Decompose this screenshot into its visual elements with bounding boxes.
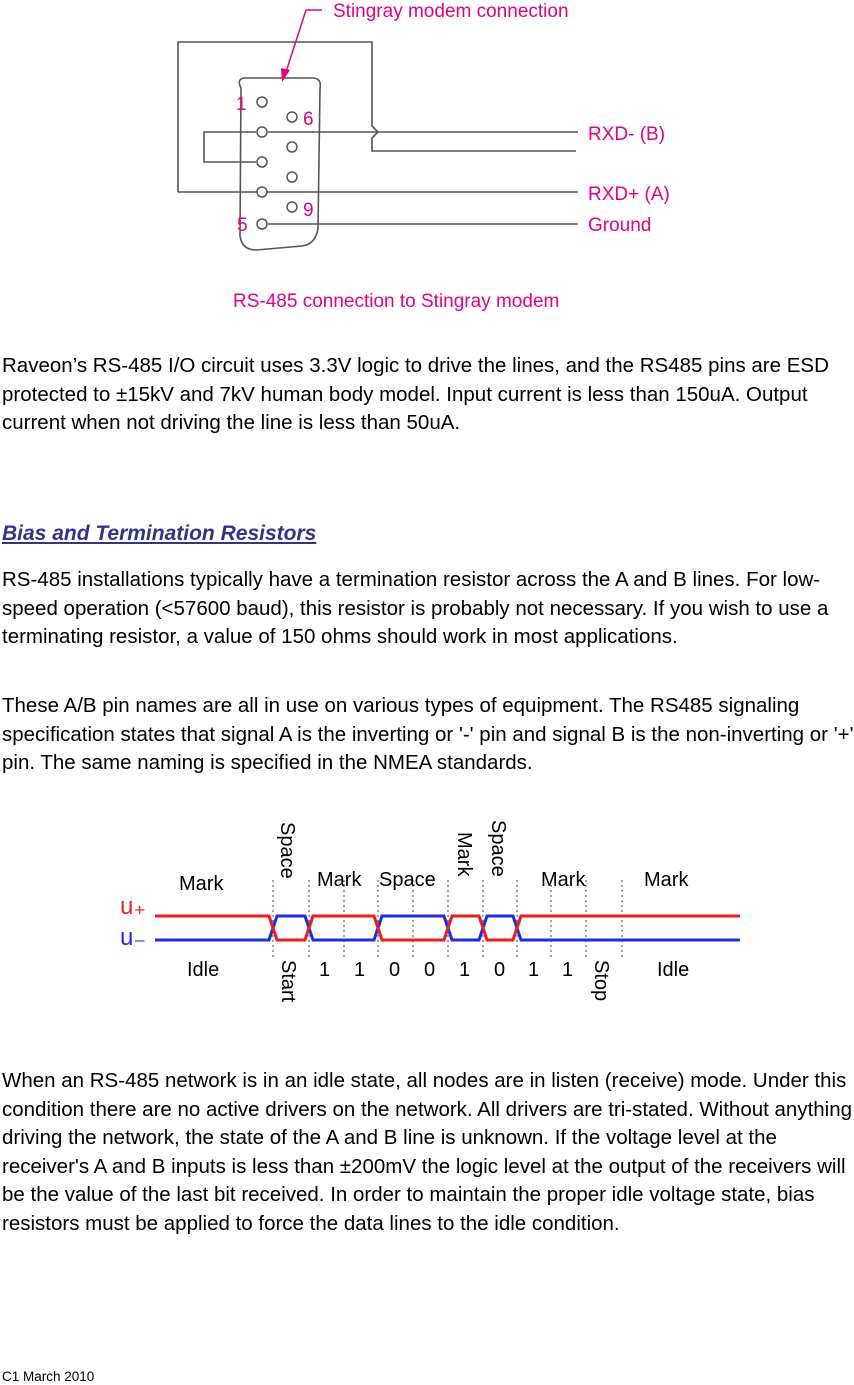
paragraph-termination: RS-485 installations typically have a termination resistor across the A and B lines. For low-speed operation (<57600 baud), this resistor is probably not necessary. If you wish to use a terminating resistor, a value of 150 ohms should work in most applications. (2, 568, 829, 648)
pin-label-1: 1 (236, 94, 247, 115)
paragraph-idle-state: When an RS-485 network is in an idle state, all nodes are in listen (receive) mode. Under this condition there are no active drivers on the network. All drivers are tri-stated. Without anything driving the network, the state of the A and B line is unknown. If the voltage level at the receiver's A and B inputs is less than ±200mV the logic level at the output of the receivers will be the value of the last bit received. In order to maintain the proper idle voltage state, bias resistors must be applied to force the data lines to the idle condition. (2, 1069, 853, 1235)
rs485-connection-diagram (0, 0, 854, 320)
bottom-label-bit-8: 1 (562, 959, 574, 981)
bottom-label-bit-3: 0 (389, 959, 401, 981)
top-label-mark-1: Mark (179, 873, 224, 895)
top-label-mark-5: Mark (644, 869, 689, 891)
bottom-label-bit-5: 1 (459, 959, 471, 981)
pin-circles (257, 97, 297, 229)
u-plus-label: u₊ (120, 893, 147, 920)
paragraph-pin-names: These A/B pin names are all in use on various types of equipment. The RS485 signaling specification states that signal A is the inverting or '-' pin and signal B is the non-inverting or '+' pin. The same naming is specified in the NMEA standards. (2, 694, 854, 774)
top-label-space-3: Space (487, 820, 509, 877)
signal-label-rxd-minus: RXD- (B) (588, 124, 666, 145)
bottom-label-idle-2: Idle (657, 959, 690, 981)
bottom-label-stop: Stop (590, 960, 612, 1002)
section-heading: Bias and Termination Resistors (2, 522, 317, 545)
pin-label-5: 5 (237, 215, 248, 236)
top-label-mark-3: Mark (453, 832, 475, 877)
top-label-space-1: Space (276, 822, 298, 879)
top-label-mark-4: Mark (541, 869, 586, 891)
bottom-label-start: Start (277, 960, 299, 1003)
bottom-label-bit-1: 1 (319, 959, 331, 981)
wire-connections (178, 132, 578, 224)
bottom-label-bit-7: 1 (528, 959, 540, 981)
bottom-label-bit-4: 0 (424, 959, 436, 981)
bottom-label-idle-1: Idle (187, 959, 220, 981)
figure-caption: RS-485 connection to Stingray modem (233, 291, 560, 312)
bottom-label-bit-2: 1 (354, 959, 366, 981)
pin-label-6: 6 (303, 109, 314, 130)
paragraph-io-circuit: Raveon’s RS-485 I/O circuit uses 3.3V logic to drive the lines, and the RS485 pins are ESD protected to ±15kV and 7kV human body model. Input current is less than 150uA. Output current when not driving the line is less than 50uA. (2, 354, 829, 434)
signal-label-rxd-plus: RXD+ (A) (588, 184, 670, 205)
bit-boundary-lines (273, 880, 622, 960)
u-minus-label: u₋ (120, 924, 147, 951)
callout-label: Stingray modem connection (333, 1, 569, 22)
rs485-timing-diagram (0, 812, 854, 1022)
bottom-label-bit-6: 0 (494, 959, 506, 981)
callout-arrow (281, 10, 322, 82)
signal-label-ground: Ground (588, 215, 652, 236)
top-label-mark-2: Mark (317, 869, 362, 891)
top-label-space-2: Space (379, 869, 436, 891)
footer-date: C1 March 2010 (2, 1369, 95, 1384)
pin-label-9: 9 (303, 200, 314, 221)
